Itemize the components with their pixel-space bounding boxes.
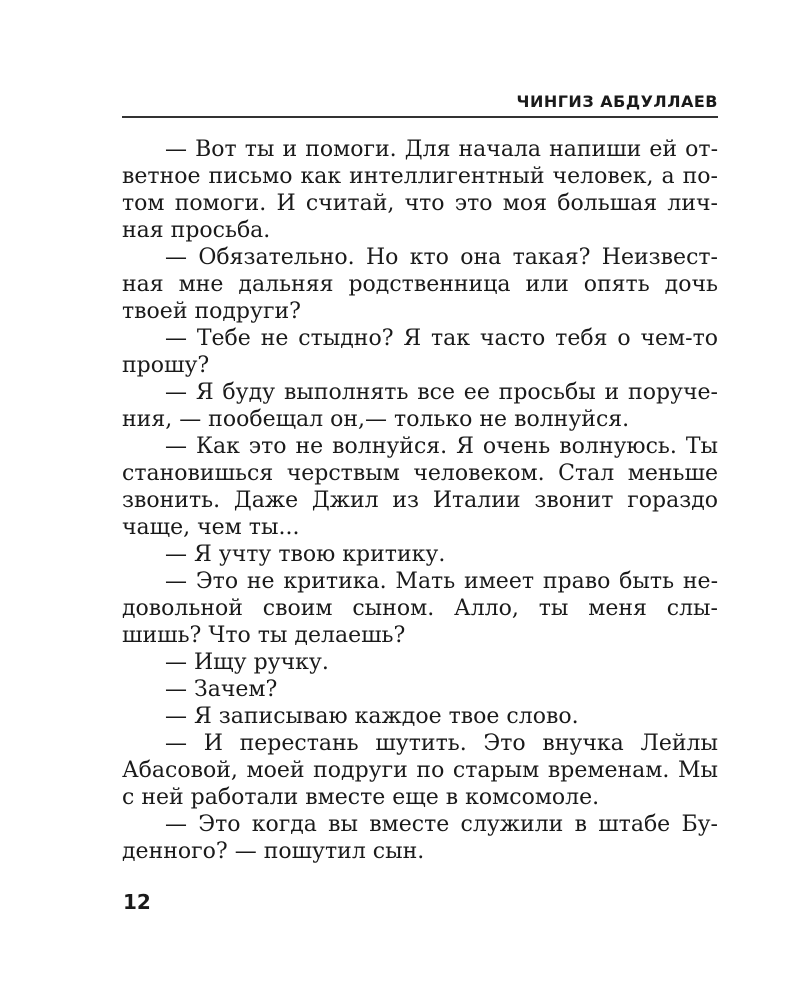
text-line: — Вот ты и помоги. Для начала напиши ей от-: [165, 137, 718, 162]
text-line: Абасовой, моей подруги по старым временам. Мы: [122, 758, 718, 783]
text-line: — И перестань шутить. Это внучка Лейлы: [165, 731, 718, 756]
page-number: 12: [123, 890, 151, 914]
text-line: — Это не критика. Мать имеет право быть не-: [165, 569, 718, 594]
text-line: ния, — пообещал он,— только не волнуйся.: [122, 407, 630, 432]
text-line: прошу?: [122, 353, 210, 378]
text-line: — Тебе не стыдно? Я так часто тебя о чем-то: [165, 326, 718, 351]
text-line: — Ищу ручку.: [165, 650, 329, 675]
text-line: твоей подруги?: [122, 299, 301, 324]
text-line: с ней работали вместе еще в комсомоле.: [122, 785, 600, 810]
text-line: звонить. Даже Джил из Италии звонит гораздо: [122, 488, 718, 513]
running-header: [122, 92, 718, 118]
header-author-name: ЧИНГИЗ АБДУЛЛАЕВ: [516, 92, 718, 111]
text-line: том помоги. И считай, что это моя большая лич-: [122, 191, 718, 216]
text-line: чаще, чем ты...: [122, 515, 300, 540]
text-line: — Это когда вы вместе служили в штабе Бу-: [165, 812, 718, 837]
text-line: ная мне дальняя родственница или опять дочь: [122, 272, 718, 297]
text-line: ная просьба.: [122, 218, 271, 243]
text-line: — Я буду выполнять все ее просьбы и поруче-: [165, 380, 718, 405]
text-line: шишь? Что ты делаешь?: [122, 623, 406, 648]
body-text: [122, 136, 718, 865]
text-line: довольной своим сыном. Алло, ты меня слы-: [122, 596, 718, 621]
text-line: — Обязательно. Но кто она такая? Неизвест-: [165, 245, 718, 270]
text-line: — Я учту твою критику.: [165, 542, 446, 567]
text-line: — Я записываю каждое твое слово.: [165, 704, 579, 729]
text-line: денного? — пошутил сын.: [122, 839, 425, 864]
text-line: становишься черствым человеком. Стал меньше: [122, 461, 718, 486]
text-line: — Как это не волнуйся. Я очень волнуюсь. Ты: [165, 434, 718, 459]
text-line: ветное письмо как интеллигентный человек, а по-: [122, 164, 718, 189]
text-line: — Зачем?: [165, 677, 278, 702]
